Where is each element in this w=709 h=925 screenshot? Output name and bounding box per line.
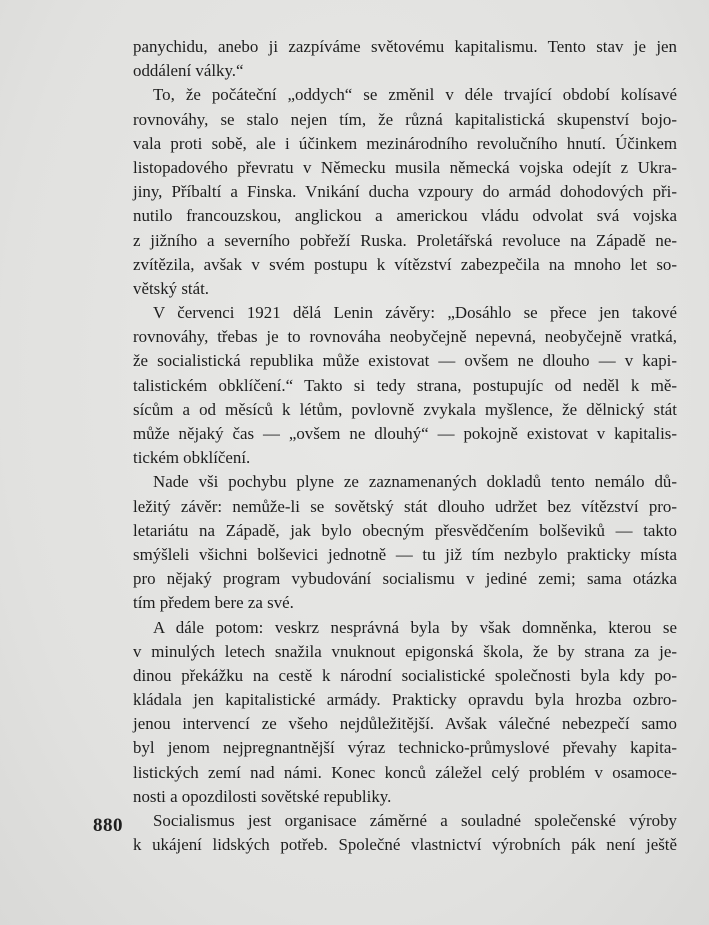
text-line: dinou překážku na cestě k národní socialistické společnosti byla kdy po-	[133, 665, 677, 685]
text-line: zvítězila, avšak v svém postupu k vítězství zabezpečila na mnoho let so-	[133, 254, 677, 274]
text-line: To, že počáteční „oddych“ se změnil v déle trvající období kolísavé	[153, 85, 677, 105]
text-line: sícům a od měsíců k létům, povlovně zvykala myšlence, že dělnický stát	[133, 399, 677, 419]
text-line: panychidu, anebo ji zazpíváme světovému kapitalismu. Tento stav je jen	[133, 37, 677, 56]
text-line: že socialistická republika může existovat — ovšem ne dlouho — v kapi-	[133, 351, 677, 371]
paragraph	[133, 301, 677, 470]
text-line: tickém obklíčení.	[133, 448, 251, 468]
text-line: Nade vši pochybu plyne ze zaznamenaných dokladů tento nemálo dů-	[153, 472, 677, 492]
body-text	[133, 35, 677, 857]
text-line: jiny, Příbaltí a Finska. Vnikání ducha vzpoury do armád dohodových při-	[133, 182, 677, 202]
text-line: oddálení války.“	[133, 61, 244, 81]
text-line: větský stát.	[133, 278, 209, 298]
text-line: k ukájení lidských potřeb. Společné vlastnictví výrobních pák není ještě	[133, 835, 677, 855]
text-line: smýšleli všichni bolševici jednotně — tu již tím nezbylo prakticky místa	[133, 544, 677, 564]
text-line: může nějaký čas — „ovšem ne dlouhý“ — pokojně existovat v kapitalis-	[133, 424, 677, 443]
text-line: listických zemí nad námi. Konec konců záležel celý problém v osamoce-	[133, 762, 677, 782]
paragraph	[133, 616, 677, 810]
text-line: Socialismus jest organisace záměrné a souladné společenské výroby	[153, 811, 677, 830]
text-line: nosti a opozdilosti sovětské republiky.	[133, 786, 392, 806]
text-line: nutilo francouzskou, anglickou a americkou vládu odvolat svá vojska	[133, 206, 677, 226]
text-line: v minulých letech snažila vnuknout epigonská škola, že by strana za je-	[133, 641, 677, 661]
text-line: A dále potom: veskrz nesprávná byla by však domněnka, kterou se	[153, 617, 677, 637]
text-line: listopadového převratu v Německu musila německá vojska odejít z Ukra-	[133, 157, 677, 177]
text-line: ležitý závěr: nemůže-li se sovětský stát dlouho udržet bez vítězství pro-	[133, 496, 677, 516]
paragraph	[133, 35, 677, 83]
page-number: 880	[93, 815, 123, 836]
text-line: tím předem bere za své.	[133, 593, 294, 613]
paragraph	[133, 470, 677, 615]
text-line: pro nějaký program vybudování socialismu v jediné zemi; sama otázka	[133, 569, 677, 589]
text-line: z jižního a severního pobřeží Ruska. Proletářská revoluce na Západě ne-	[133, 230, 677, 250]
text-line: jenou intervencí ze všeho nejdůležitější. Avšak válečné nebezpečí samo	[133, 714, 677, 734]
paragraph	[133, 809, 677, 857]
text-line: letariátu na Západě, jak bylo obecným přesvědčením bolševiků — takto	[133, 520, 677, 540]
paragraph	[133, 83, 677, 301]
text-line: rovnováhy, třebas je to rovnováha neobyčejně nepevná, neobyčejně vratká,	[133, 327, 677, 347]
text-line: byl jenom nejpregnantnější výraz technicko-průmyslové převahy kapita-	[133, 738, 677, 758]
text-line: vala proti sobě, ale i účinkem mezinárodního revolučního hnutí. Účinkem	[133, 133, 677, 153]
text-line: kládala jen kapitalistické armády. Prakticky opravdu byla hrozba ozbro-	[133, 690, 677, 710]
text-line: V červenci 1921 dělá Lenin závěry: „Dosáhlo se přece jen takové	[153, 303, 677, 323]
text-line: talistickém obklíčení.“ Takto si tedy strana, postupujíc od neděl k mě-	[133, 375, 677, 395]
text-line: rovnováhy, se stalo nejen tím, že různá kapitalistická skupenství bojo-	[133, 109, 677, 129]
